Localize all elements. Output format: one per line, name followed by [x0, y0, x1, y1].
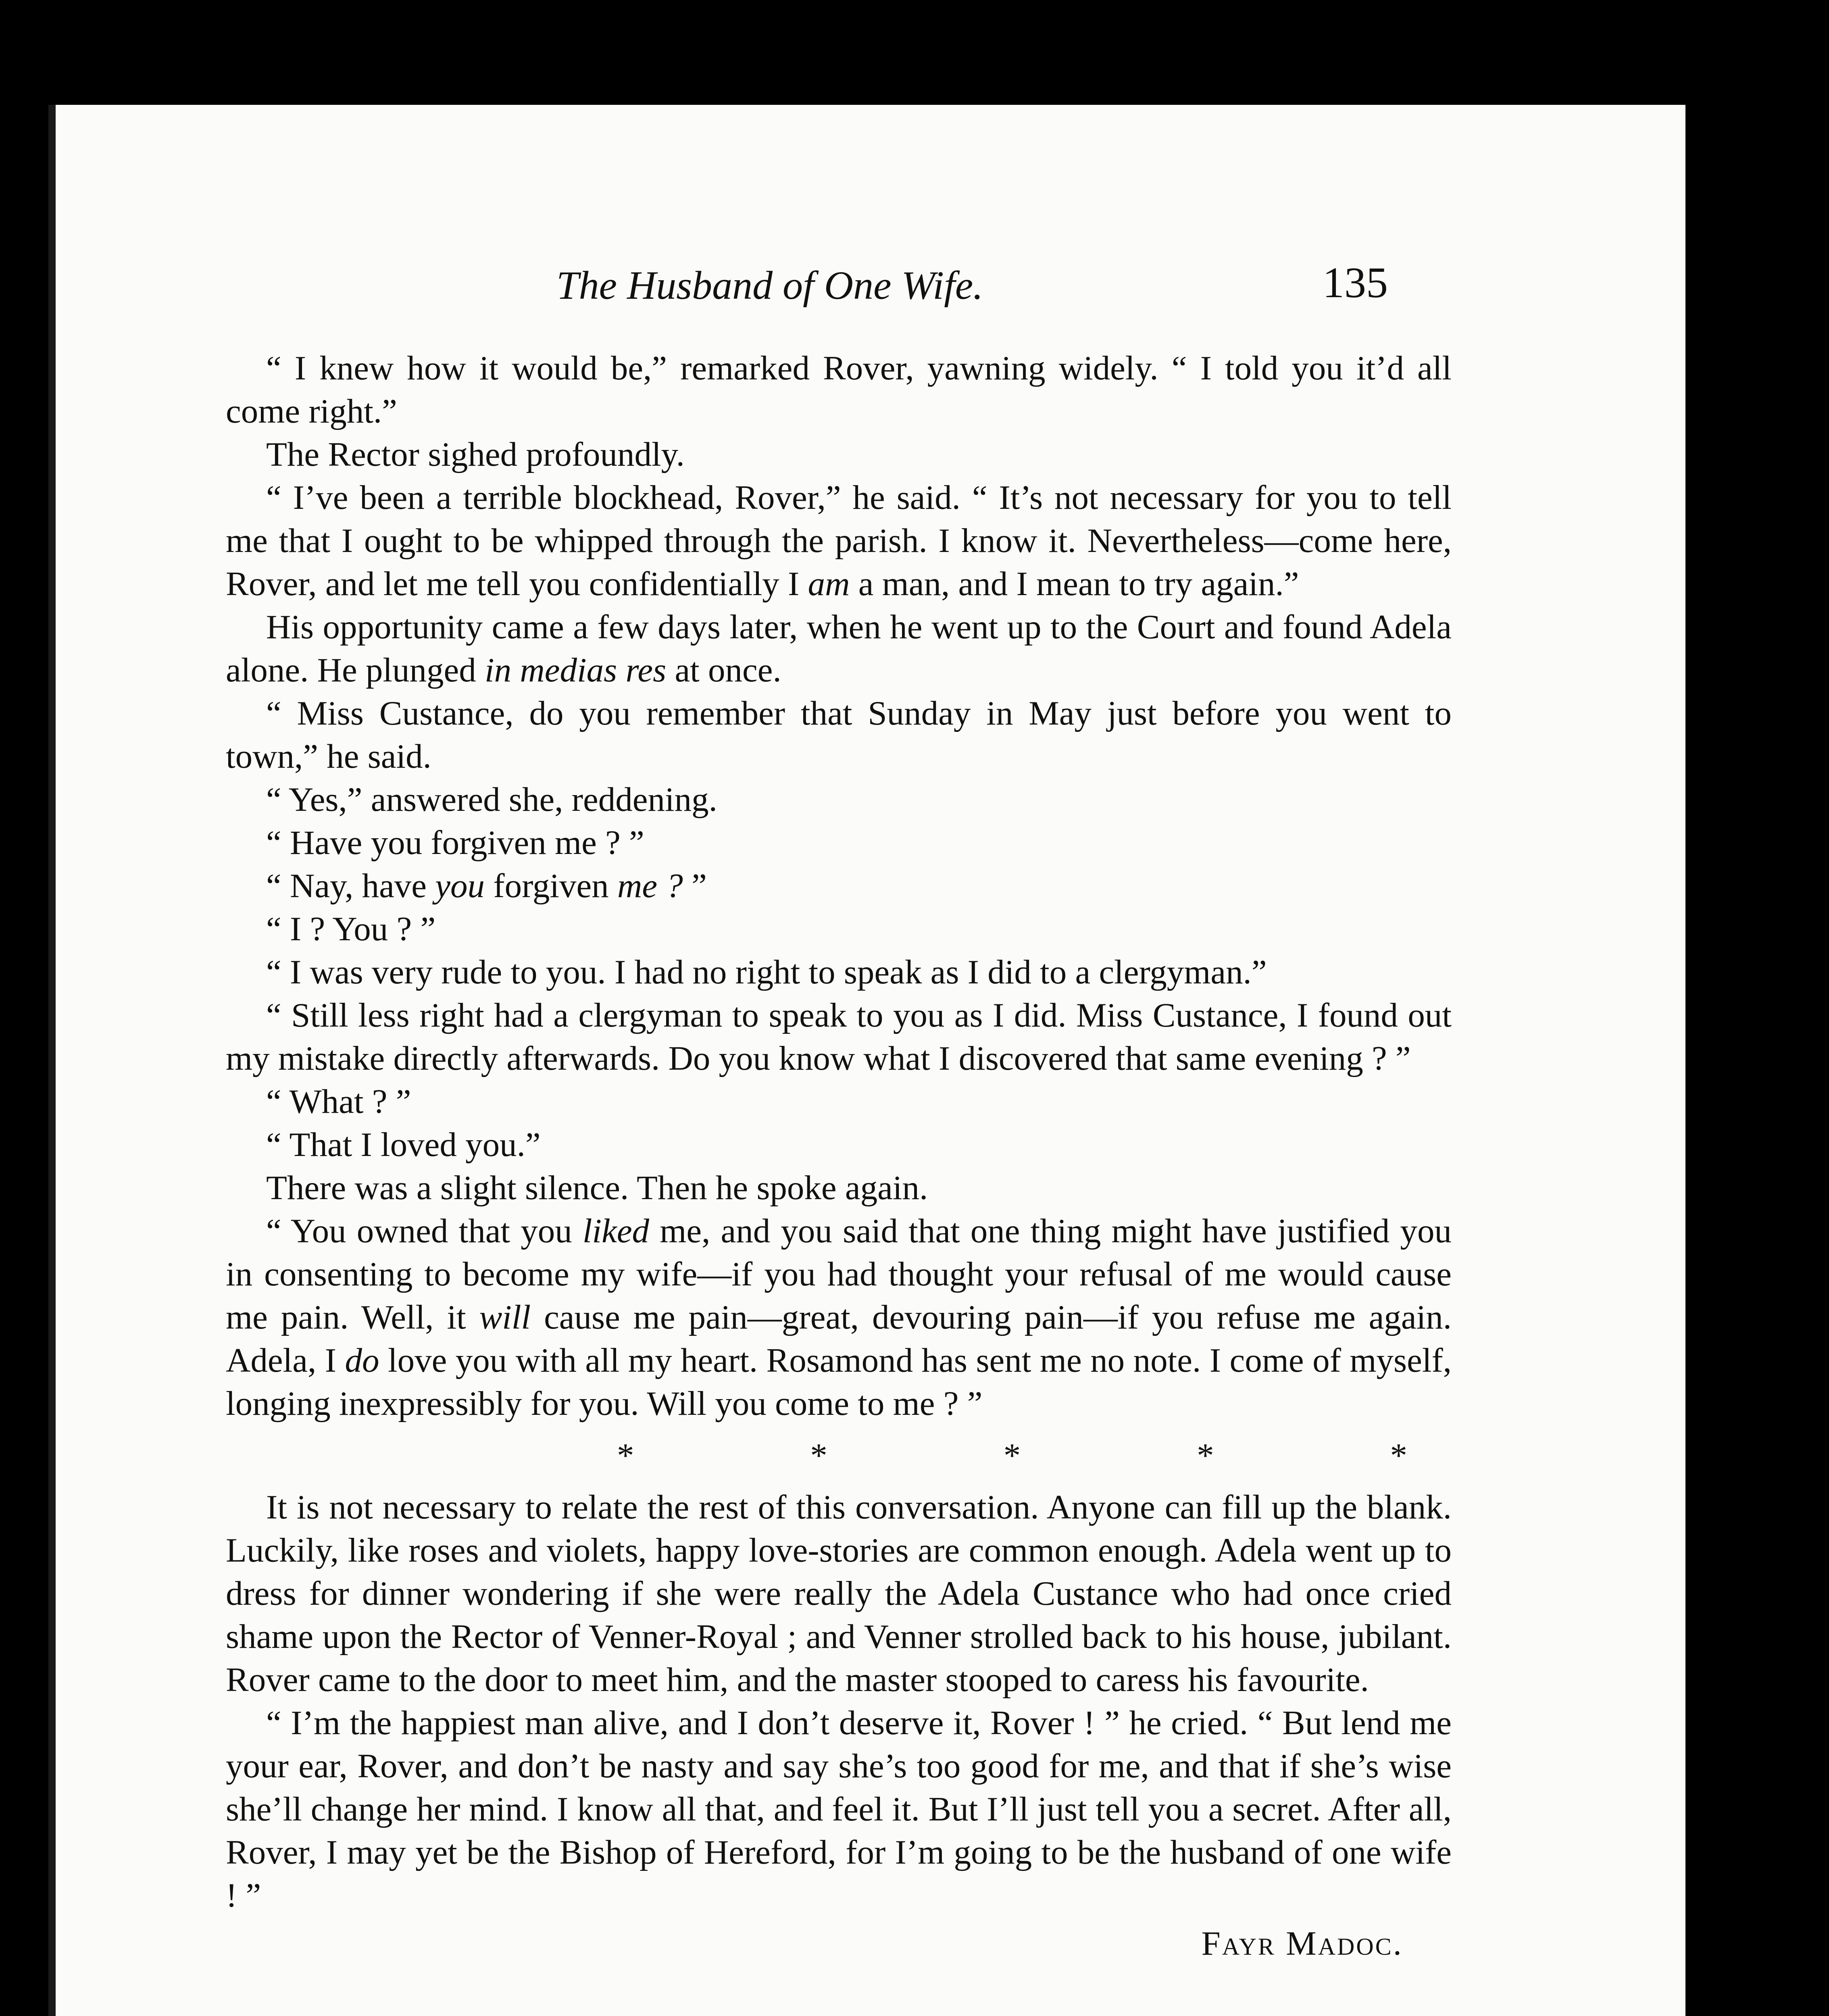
text-run: “ Still less right had a clergyman to speak to you as I did. Miss Custance, I found out my mistake directly afterwards. Do you know what I discovered that same evening ? ”: [226, 996, 1452, 1077]
paragraph: [226, 864, 1452, 908]
text-run: me, and you said that one thing might have justified you in consenting to become my wife—if you had thought your refusal of me would cause me pain. Well, it: [226, 1212, 1452, 1336]
italic-text: will: [479, 1298, 531, 1336]
text-run: “ Miss Custance, do you remember that Sunday in May just before you went to town,” he said.: [226, 694, 1452, 775]
paragraph: [226, 692, 1452, 778]
text-run: at once.: [666, 651, 781, 689]
text-run: love you with all my heart. Rosamond has sent me no note. I come of myself, longing inexpressibly for you. Will you come to me ? ”: [226, 1341, 1452, 1422]
paragraph: [226, 1702, 1452, 1917]
paragraph: [226, 1166, 1452, 1210]
text-run: ”: [683, 867, 707, 905]
text-run: “ Nay, have: [266, 867, 435, 905]
paragraph: [226, 821, 1452, 864]
paragraph: [226, 606, 1452, 692]
page-number: 135: [1323, 259, 1388, 307]
book-page: [48, 105, 1685, 2016]
asterisk: *: [1003, 1436, 1021, 1475]
body-text: [226, 347, 1452, 1965]
italic-text: liked: [582, 1212, 650, 1250]
text-run: There was a slight silence. Then he spoke again.: [266, 1169, 928, 1207]
text-run: forgiven: [485, 867, 617, 905]
text-run: a man, and I mean to try again.”: [850, 565, 1299, 603]
text-run: “ I was very rude to you. I had no right to speak as I did to a clergyman.”: [266, 953, 1267, 991]
paragraph: [226, 778, 1452, 821]
paragraph: [226, 994, 1452, 1080]
running-head: The Husband of One Wife.: [556, 263, 983, 308]
italic-text: you: [435, 867, 485, 905]
paragraphs-before-break: [226, 347, 1452, 1425]
text-run: “ I ? You ? ”: [266, 910, 436, 948]
paragraph: [226, 908, 1452, 951]
asterisk: *: [810, 1436, 827, 1475]
italic-text: in medias res: [485, 651, 667, 689]
paragraph: [226, 476, 1452, 606]
paragraph: [226, 1080, 1452, 1123]
paragraph: [226, 433, 1452, 476]
paragraphs-after-break: [226, 1486, 1452, 1917]
text-run: “ I knew how it would be,” remarked Rover, yawning widely. “ I told you it’d all come right.”: [226, 349, 1452, 430]
asterisk: *: [1390, 1436, 1407, 1475]
paragraph: [226, 1123, 1452, 1166]
paragraph: [226, 1210, 1452, 1425]
author-signature: Fayr Madoc.: [1201, 1924, 1403, 1962]
text-run: “ Yes,” answered she, reddening.: [266, 781, 717, 818]
italic-text: me ?: [617, 867, 683, 905]
text-run: cause me pain—great, devouring pain—if you refuse me again. Adela, I: [226, 1298, 1452, 1379]
text-run: “ What ? ”: [266, 1083, 411, 1120]
section-break: [617, 1425, 1407, 1486]
text-run: The Rector sighed profoundly.: [266, 435, 685, 473]
text-run: “ You owned that you: [266, 1212, 583, 1250]
asterisk: *: [617, 1436, 634, 1475]
asterisk: *: [1197, 1436, 1214, 1475]
italic-text: am: [808, 565, 850, 603]
page-edge-shadow: [48, 105, 56, 2016]
text-run: His opportunity came a few days later, when he went up to the Court and found Adela alone. He plunged: [226, 608, 1452, 689]
text-run: “ I’m the happiest man alive, and I don’t deserve it, Rover ! ” he cried. “ But lend me your ear, Rover, and don’t be nasty and say she’s too good for me, and that if she’s wise she’ll change her mind. I know all that, and feel it. But I’ll just tell you a secret. After all, Rover, I may yet be the Bishop of Hereford, for I’m going to be the husband of one wife ! ”: [226, 1704, 1452, 1914]
text-run: It is not necessary to relate the rest of this conversation. Anyone can fill up the blank. Luckily, like roses and violets, happy love-stories are common enough. Adela went up to dress for dinner wondering if she were really the Adela Custance who had once cried shame upon the Rector of Venner-Royal ; and Venner strolled back to his house, jubilant. Rover came to the door to meet him, and the master stooped to caress his favourite.: [226, 1488, 1452, 1699]
paragraph: [226, 1486, 1452, 1702]
text-run: “ I’ve been a terrible blockhead, Rover,” he said. “ It’s not necessary for you to tell me that I ought to be whipped through the parish. I know it. Nevertheless—come here, Rover, and let me tell you confidentially I: [226, 479, 1452, 603]
paragraph: [226, 347, 1452, 433]
text-run: “ That I loved you.”: [266, 1126, 541, 1164]
italic-text: do: [345, 1341, 379, 1379]
paragraph: [226, 951, 1452, 994]
text-run: “ Have you forgiven me ? ”: [266, 824, 644, 862]
